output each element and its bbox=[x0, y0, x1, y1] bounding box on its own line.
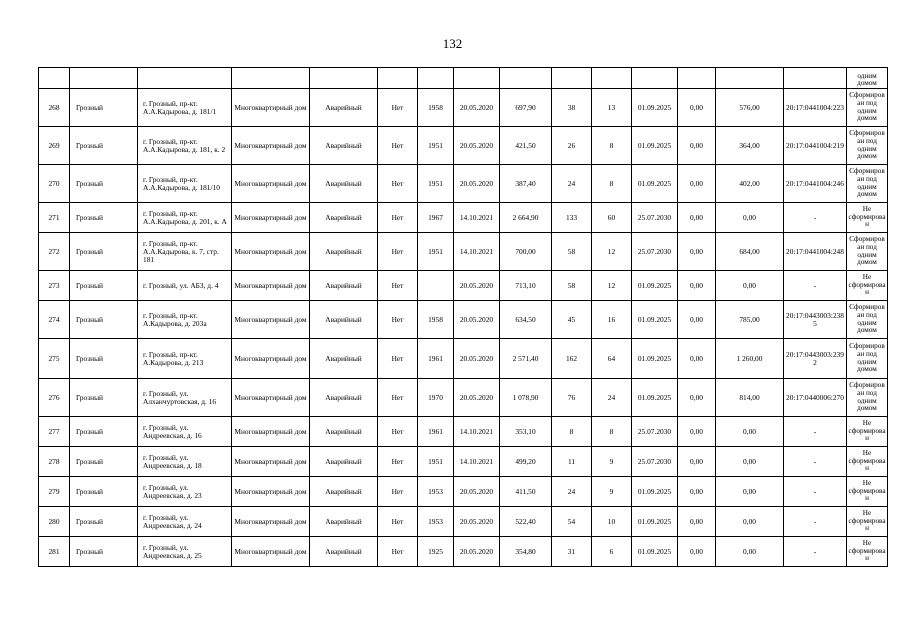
cell-num: 274 bbox=[39, 301, 70, 339]
registry-body bbox=[39, 68, 888, 567]
table-row bbox=[39, 379, 888, 417]
cell-city: Грозный bbox=[70, 203, 138, 233]
cell-count2: 6 bbox=[592, 537, 632, 567]
cell-type: Многоквартирный дом bbox=[232, 233, 310, 271]
cell-num bbox=[39, 68, 70, 89]
cell-count1: 58 bbox=[552, 271, 592, 301]
cell-address: г. Грозный, пр-кт. А.Кадырова, д. 203а bbox=[138, 301, 232, 339]
cell-cadastral: 20:17:0441004:219 bbox=[784, 127, 847, 165]
cell-condition: Аварийный bbox=[310, 417, 378, 447]
cell-count2 bbox=[592, 68, 632, 89]
cell-area1: 634,50 bbox=[500, 301, 552, 339]
cell-num: 281 bbox=[39, 537, 70, 567]
cell-city: Грозный bbox=[70, 89, 138, 127]
cell-year: 1958 bbox=[418, 89, 454, 127]
cell-area2: 0,00 bbox=[678, 165, 716, 203]
cell-num: 276 bbox=[39, 379, 70, 417]
cell-num: 269 bbox=[39, 127, 70, 165]
cell-area3: 0,00 bbox=[716, 507, 784, 537]
cell-count1: 45 bbox=[552, 301, 592, 339]
cell-cadastral: - bbox=[784, 417, 847, 447]
cell-city: Грозный bbox=[70, 233, 138, 271]
cell-condition: Аварийный bbox=[310, 271, 378, 301]
cell-area2: 0,00 bbox=[678, 89, 716, 127]
cell-type: Многоквартирный дом bbox=[232, 447, 310, 477]
cell-area2: 0,00 bbox=[678, 417, 716, 447]
cell-count2: 10 bbox=[592, 507, 632, 537]
cell-type: Многоквартирный дом bbox=[232, 417, 310, 447]
cell-date1: 20.05.2020 bbox=[454, 127, 500, 165]
cell-cadastral: - bbox=[784, 537, 847, 567]
cell-num: 275 bbox=[39, 339, 70, 379]
cell-count2: 8 bbox=[592, 127, 632, 165]
cell-status: Не сформирован bbox=[847, 417, 888, 447]
cell-year: 1967 bbox=[418, 203, 454, 233]
cell-area3: 0,00 bbox=[716, 417, 784, 447]
cell-date1: 14.10.2021 bbox=[454, 233, 500, 271]
cell-flag bbox=[378, 68, 418, 89]
cell-condition: Аварийный bbox=[310, 127, 378, 165]
cell-date2: 01.09.2025 bbox=[632, 477, 678, 507]
cell-date1: 20.05.2020 bbox=[454, 301, 500, 339]
table-row bbox=[39, 271, 888, 301]
cell-count2: 16 bbox=[592, 301, 632, 339]
cell-flag: Нет bbox=[378, 447, 418, 477]
cell-city: Грозный bbox=[70, 507, 138, 537]
cell-count1: 58 bbox=[552, 233, 592, 271]
cell-count2: 64 bbox=[592, 339, 632, 379]
cell-area3: 0,00 bbox=[716, 477, 784, 507]
cell-year: 1951 bbox=[418, 127, 454, 165]
cell-area3: 814,00 bbox=[716, 379, 784, 417]
cell-condition: Аварийный bbox=[310, 89, 378, 127]
cell-type: Многоквартирный дом bbox=[232, 507, 310, 537]
cell-area3: 0,00 bbox=[716, 537, 784, 567]
cell-condition: Аварийный bbox=[310, 203, 378, 233]
cell-condition: Аварийный bbox=[310, 447, 378, 477]
cell-year bbox=[418, 68, 454, 89]
cell-cadastral: 20:17:0443003:2385 bbox=[784, 301, 847, 339]
cell-date2: 01.09.2025 bbox=[632, 165, 678, 203]
cell-status: Сформирован под одним домом bbox=[847, 301, 888, 339]
cell-area1: 2 664,90 bbox=[500, 203, 552, 233]
cell-count1: 11 bbox=[552, 447, 592, 477]
cell-area2: 0,00 bbox=[678, 339, 716, 379]
cell-city: Грозный bbox=[70, 127, 138, 165]
cell-date2: 25.07.2030 bbox=[632, 417, 678, 447]
cell-area2: 0,00 bbox=[678, 477, 716, 507]
cell-date1: 20.05.2020 bbox=[454, 379, 500, 417]
cell-year: 1953 bbox=[418, 477, 454, 507]
cell-city: Грозный bbox=[70, 339, 138, 379]
table-row bbox=[39, 447, 888, 477]
cell-date1: 14.10.2021 bbox=[454, 203, 500, 233]
cell-status: Сформирован под одним домом bbox=[847, 379, 888, 417]
cell-type: Многоквартирный дом bbox=[232, 127, 310, 165]
cell-date2: 01.09.2025 bbox=[632, 89, 678, 127]
cell-flag: Нет bbox=[378, 507, 418, 537]
cell-area1: 2 571,40 bbox=[500, 339, 552, 379]
cell-area2: 0,00 bbox=[678, 379, 716, 417]
cell-status: Сформирован под одним домом bbox=[847, 89, 888, 127]
cell-count2: 12 bbox=[592, 271, 632, 301]
cell-address: г. Грозный, ул. Андреевская, д. 18 bbox=[138, 447, 232, 477]
cell-city bbox=[70, 68, 138, 89]
cell-status: Сформирован под одним домом bbox=[847, 339, 888, 379]
cell-flag: Нет bbox=[378, 165, 418, 203]
cell-type: Многоквартирный дом bbox=[232, 339, 310, 379]
cell-type: Многоквартирный дом bbox=[232, 203, 310, 233]
cell-cadastral: - bbox=[784, 203, 847, 233]
cell-status: Не сформирован bbox=[847, 507, 888, 537]
cell-condition: Аварийный bbox=[310, 165, 378, 203]
cell-cadastral: - bbox=[784, 271, 847, 301]
cell-area3: 364,00 bbox=[716, 127, 784, 165]
cell-date2: 01.09.2025 bbox=[632, 507, 678, 537]
cell-status: Не сформирован bbox=[847, 271, 888, 301]
cell-status: Сформирован под одним домом bbox=[847, 165, 888, 203]
cell-num: 268 bbox=[39, 89, 70, 127]
cell-year: 1961 bbox=[418, 417, 454, 447]
cell-area2: 0,00 bbox=[678, 233, 716, 271]
cell-area2: 0,00 bbox=[678, 537, 716, 567]
cell-year: 1951 bbox=[418, 447, 454, 477]
cell-count1: 24 bbox=[552, 477, 592, 507]
cell-cadastral: - bbox=[784, 507, 847, 537]
cell-flag: Нет bbox=[378, 477, 418, 507]
cell-date2: 01.09.2025 bbox=[632, 271, 678, 301]
cell-cadastral bbox=[784, 68, 847, 89]
cell-count1: 26 bbox=[552, 127, 592, 165]
cell-type: Многоквартирный дом bbox=[232, 271, 310, 301]
cell-address: г. Грозный, пр-кт. А.А.Кадырова, д. 181, к. 2 bbox=[138, 127, 232, 165]
cell-city: Грозный bbox=[70, 165, 138, 203]
cell-area1: 421,50 bbox=[500, 127, 552, 165]
cell-flag: Нет bbox=[378, 537, 418, 567]
table-row bbox=[39, 417, 888, 447]
cell-type bbox=[232, 68, 310, 89]
cell-num: 279 bbox=[39, 477, 70, 507]
cell-type: Многоквартирный дом bbox=[232, 477, 310, 507]
cell-count2: 13 bbox=[592, 89, 632, 127]
cell-flag: Нет bbox=[378, 339, 418, 379]
cell-area2: 0,00 bbox=[678, 203, 716, 233]
cell-year: 1958 bbox=[418, 301, 454, 339]
cell-type: Многоквартирный дом bbox=[232, 89, 310, 127]
cell-condition: Аварийный bbox=[310, 507, 378, 537]
table-row bbox=[39, 537, 888, 567]
cell-address: г. Грозный, пр-кт. А.А.Кадырова, к. 7, стр. 181 bbox=[138, 233, 232, 271]
cell-count2: 9 bbox=[592, 477, 632, 507]
cell-flag: Нет bbox=[378, 233, 418, 271]
cell-area1 bbox=[500, 68, 552, 89]
table-row bbox=[39, 203, 888, 233]
cell-status: Не сформирован bbox=[847, 537, 888, 567]
cell-area1: 387,40 bbox=[500, 165, 552, 203]
cell-status: одним домом bbox=[847, 68, 888, 89]
cell-year: 1970 bbox=[418, 379, 454, 417]
cell-num: 272 bbox=[39, 233, 70, 271]
cell-flag: Нет bbox=[378, 379, 418, 417]
cell-year: 1951 bbox=[418, 165, 454, 203]
table-row bbox=[39, 89, 888, 127]
cell-area1: 713,10 bbox=[500, 271, 552, 301]
cell-area3 bbox=[716, 68, 784, 89]
cell-area1: 522,40 bbox=[500, 507, 552, 537]
cell-cadastral: - bbox=[784, 447, 847, 477]
cell-area3: 1 260,00 bbox=[716, 339, 784, 379]
cell-area1: 697,90 bbox=[500, 89, 552, 127]
cell-area2: 0,00 bbox=[678, 127, 716, 165]
cell-count2: 60 bbox=[592, 203, 632, 233]
cell-count1: 38 bbox=[552, 89, 592, 127]
cell-area2: 0,00 bbox=[678, 507, 716, 537]
cell-date2: 01.09.2025 bbox=[632, 301, 678, 339]
cell-flag: Нет bbox=[378, 127, 418, 165]
cell-area1: 411,50 bbox=[500, 477, 552, 507]
table-row bbox=[39, 477, 888, 507]
cell-flag: Нет bbox=[378, 89, 418, 127]
cell-address: г. Грозный, ул. Алханчуртовская, д. 16 bbox=[138, 379, 232, 417]
table-row bbox=[39, 127, 888, 165]
cell-status: Сформирован под одним домом bbox=[847, 127, 888, 165]
cell-area2: 0,00 bbox=[678, 447, 716, 477]
cell-num: 280 bbox=[39, 507, 70, 537]
cell-date1 bbox=[454, 68, 500, 89]
cell-num: 271 bbox=[39, 203, 70, 233]
page-number: 132 bbox=[442, 36, 463, 51]
cell-area3: 402,00 bbox=[716, 165, 784, 203]
cell-flag: Нет bbox=[378, 271, 418, 301]
table-row-continuation bbox=[39, 68, 888, 89]
cell-date1: 20.05.2020 bbox=[454, 477, 500, 507]
table-row bbox=[39, 339, 888, 379]
cell-type: Многоквартирный дом bbox=[232, 165, 310, 203]
cell-city: Грозный bbox=[70, 271, 138, 301]
cell-type: Многоквартирный дом bbox=[232, 379, 310, 417]
cell-date2: 01.09.2025 bbox=[632, 537, 678, 567]
table-row bbox=[39, 507, 888, 537]
cell-count1: 76 bbox=[552, 379, 592, 417]
cell-address: г. Грозный, пр-кт. А.Кадырова, д. 213 bbox=[138, 339, 232, 379]
cell-date2: 01.09.2025 bbox=[632, 379, 678, 417]
cell-count2: 9 bbox=[592, 447, 632, 477]
cell-area3: 0,00 bbox=[716, 271, 784, 301]
cell-count1: 54 bbox=[552, 507, 592, 537]
cell-city: Грозный bbox=[70, 537, 138, 567]
cell-cadastral: 20:17:0441004:248 bbox=[784, 233, 847, 271]
housing-registry-table bbox=[38, 67, 888, 567]
cell-area3: 0,00 bbox=[716, 203, 784, 233]
cell-address: г. Грозный, ул. Андреевская, д. 24 bbox=[138, 507, 232, 537]
cell-address: г. Грозный, пр-кт. А.А.Кадырова, д. 181/1 bbox=[138, 89, 232, 127]
cell-count2: 24 bbox=[592, 379, 632, 417]
cell-year: 1953 bbox=[418, 507, 454, 537]
cell-date2: 25.07.2030 bbox=[632, 203, 678, 233]
cell-area1: 354,80 bbox=[500, 537, 552, 567]
cell-count1: 133 bbox=[552, 203, 592, 233]
cell-date2: 25.07.2030 bbox=[632, 447, 678, 477]
cell-cadastral: 20:17:0441004:246 bbox=[784, 165, 847, 203]
cell-year: 1951 bbox=[418, 233, 454, 271]
cell-num: 273 bbox=[39, 271, 70, 301]
table-row bbox=[39, 301, 888, 339]
cell-area3: 0,00 bbox=[716, 447, 784, 477]
cell-num: 277 bbox=[39, 417, 70, 447]
cell-area1: 499,20 bbox=[500, 447, 552, 477]
cell-flag: Нет bbox=[378, 203, 418, 233]
cell-city: Грозный bbox=[70, 477, 138, 507]
cell-year: 1925 bbox=[418, 537, 454, 567]
cell-address: г. Грозный, пр-кт. А.А.Кадырова, д. 181/10 bbox=[138, 165, 232, 203]
cell-count1: 24 bbox=[552, 165, 592, 203]
cell-flag: Нет bbox=[378, 301, 418, 339]
cell-date2: 25.07.2030 bbox=[632, 233, 678, 271]
cell-city: Грозный bbox=[70, 379, 138, 417]
cell-type: Многоквартирный дом bbox=[232, 301, 310, 339]
cell-count2: 12 bbox=[592, 233, 632, 271]
cell-condition: Аварийный bbox=[310, 339, 378, 379]
cell-date1: 20.05.2020 bbox=[454, 339, 500, 379]
cell-area3: 576,00 bbox=[716, 89, 784, 127]
cell-count1 bbox=[552, 68, 592, 89]
cell-count1: 31 bbox=[552, 537, 592, 567]
cell-cadastral: - bbox=[784, 477, 847, 507]
cell-area1: 1 078,90 bbox=[500, 379, 552, 417]
table-row bbox=[39, 233, 888, 271]
cell-count2: 8 bbox=[592, 165, 632, 203]
cell-date1: 20.05.2020 bbox=[454, 507, 500, 537]
cell-date1: 20.05.2020 bbox=[454, 537, 500, 567]
cell-cadastral: 20:17:0443003:2392 bbox=[784, 339, 847, 379]
cell-address: г. Грозный, ул. Андреевская, д. 25 bbox=[138, 537, 232, 567]
cell-date1: 14.10.2021 bbox=[454, 417, 500, 447]
table-row bbox=[39, 165, 888, 203]
cell-date1: 20.05.2020 bbox=[454, 165, 500, 203]
cell-condition: Аварийный bbox=[310, 537, 378, 567]
cell-area3: 684,00 bbox=[716, 233, 784, 271]
cell-date1: 20.05.2020 bbox=[454, 89, 500, 127]
cell-status: Не сформирован bbox=[847, 203, 888, 233]
cell-num: 270 bbox=[39, 165, 70, 203]
cell-date1: 14.10.2021 bbox=[454, 447, 500, 477]
cell-date2 bbox=[632, 68, 678, 89]
cell-city: Грозный bbox=[70, 301, 138, 339]
cell-address: г. Грозный, ул. Андреевская, д. 23 bbox=[138, 477, 232, 507]
cell-status: Сформирован под одним домом bbox=[847, 233, 888, 271]
cell-area2 bbox=[678, 68, 716, 89]
cell-type: Многоквартирный дом bbox=[232, 537, 310, 567]
cell-flag: Нет bbox=[378, 417, 418, 447]
cell-count1: 162 bbox=[552, 339, 592, 379]
cell-area2: 0,00 bbox=[678, 271, 716, 301]
cell-city: Грозный bbox=[70, 417, 138, 447]
cell-address bbox=[138, 68, 232, 89]
cell-city: Грозный bbox=[70, 447, 138, 477]
cell-condition: Аварийный bbox=[310, 301, 378, 339]
cell-condition: Аварийный bbox=[310, 477, 378, 507]
cell-num: 278 bbox=[39, 447, 70, 477]
cell-address: г. Грозный, ул. АБЗ, д. 4 bbox=[138, 271, 232, 301]
cell-date1: 20.05.2020 bbox=[454, 271, 500, 301]
cell-count1: 8 bbox=[552, 417, 592, 447]
cell-condition: Аварийный bbox=[310, 233, 378, 271]
cell-area1: 353,10 bbox=[500, 417, 552, 447]
cell-cadastral: 20:17:0441004:223 bbox=[784, 89, 847, 127]
cell-date2: 01.09.2025 bbox=[632, 339, 678, 379]
cell-year bbox=[418, 271, 454, 301]
cell-condition: Аварийный bbox=[310, 379, 378, 417]
cell-cadastral: 20:17:0440006:270 bbox=[784, 379, 847, 417]
cell-area2: 0,00 bbox=[678, 301, 716, 339]
cell-date2: 01.09.2025 bbox=[632, 127, 678, 165]
cell-area3: 785,00 bbox=[716, 301, 784, 339]
cell-status: Не сформирован bbox=[847, 477, 888, 507]
cell-status: Не сформирован bbox=[847, 447, 888, 477]
cell-year: 1961 bbox=[418, 339, 454, 379]
cell-address: г. Грозный, пр-кт. А.А.Кадырова, д. 201, к. А bbox=[138, 203, 232, 233]
cell-count2: 8 bbox=[592, 417, 632, 447]
cell-area1: 700,00 bbox=[500, 233, 552, 271]
cell-address: г. Грозный, ул. Андреевская, д. 16 bbox=[138, 417, 232, 447]
cell-condition bbox=[310, 68, 378, 89]
